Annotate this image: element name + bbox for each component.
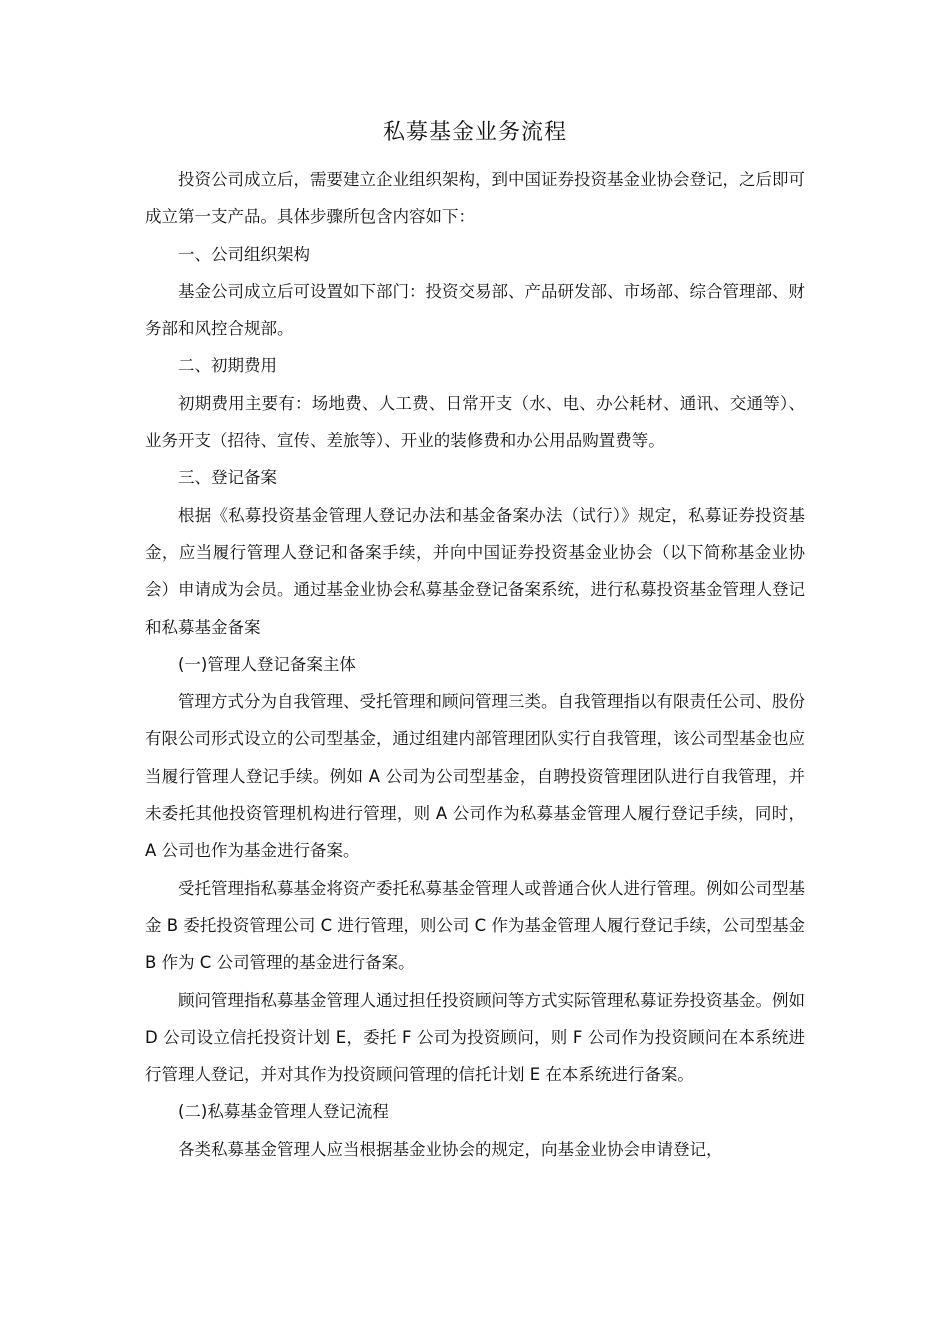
- paragraph-process: 各类私募基金管理人应当根据基金业协会的规定，向基金业协会申请登记，: [178, 1139, 723, 1159]
- paragraph-registration: 根据《私募投资基金管理人登记办法和基金备案办法（试行）》规定，私募证券投资基金，应当履行管理人登记和备案手续，并向中国证券投资基金业协会（以下简称基金业协会）申请成为会员。通过基金业协会私募基金登记备案系统，进行私募投资基金管理人登记和私募基金备案: [145, 505, 805, 637]
- document-title: 私募基金业务流程: [382, 120, 567, 145]
- section-heading-registration: 三、登记备案: [178, 468, 277, 488]
- subsection-heading-subject: (一)管理人登记备案主体: [178, 654, 356, 674]
- paragraph-intro: 投资公司成立后，需要建立企业组织架构，到中国证券投资基金业协会登记，之后即可成立第一支产品。具体步骤所包含内容如下：: [145, 170, 805, 227]
- paragraph-entrusted-management: 受托管理指私募基金将资产委托私募基金管理人或普通合伙人进行管理。例如公司型基金 B 委托投资管理公司 C 进行管理，则公司 C 作为基金管理人履行登记手续，公司型基金 B 作为 C 公司管理的基金进行备案。: [145, 878, 805, 973]
- section-heading-costs: 二、初期费用: [178, 356, 277, 376]
- paragraph-self-management: 管理方式分为自我管理、受托管理和顾问管理三类。自我管理指以有限责任公司、股份有限公司形式设立的公司型基金，通过组建内部管理团队实行自我管理，该公司型基金也应当履行管理人登记手续。例如 A 公司为公司型基金，自聘投资管理团队进行自我管理，并未委托其他投资管理机构进行管理，则 A 公司作为私募基金管理人履行登记手续，同时，A 公司也作为基金进行备案。: [145, 692, 805, 861]
- paragraph-advisory-management: 顾问管理指私募基金管理人通过担任投资顾问等方式实际管理私募证券投资基金。例如 D 公司设立信托投资计划 E，委托 F 公司为投资顾问，则 F 公司作为投资顾问在本系统进行管理人登记，并对其作为投资顾问管理的信托计划 E 在本系统进行备案。: [145, 990, 805, 1085]
- subsection-heading-process: (二)私募基金管理人登记流程: [178, 1102, 389, 1122]
- document-body: [145, 161, 805, 1168]
- paragraph-costs: 初期费用主要有：场地费、人工费、日常开支（水、电、办公耗材、通讯、交通等）、业务开支（招待、宣传、差旅等）、开业的装修费和办公用品购置费等。: [145, 393, 805, 451]
- paragraph-org: 基金公司成立后可设置如下部门：投资交易部、产品研发部、市场部、综合管理部、财务部和风控合规部。: [145, 281, 805, 339]
- section-heading-org: 一、公司组织架构: [178, 244, 310, 264]
